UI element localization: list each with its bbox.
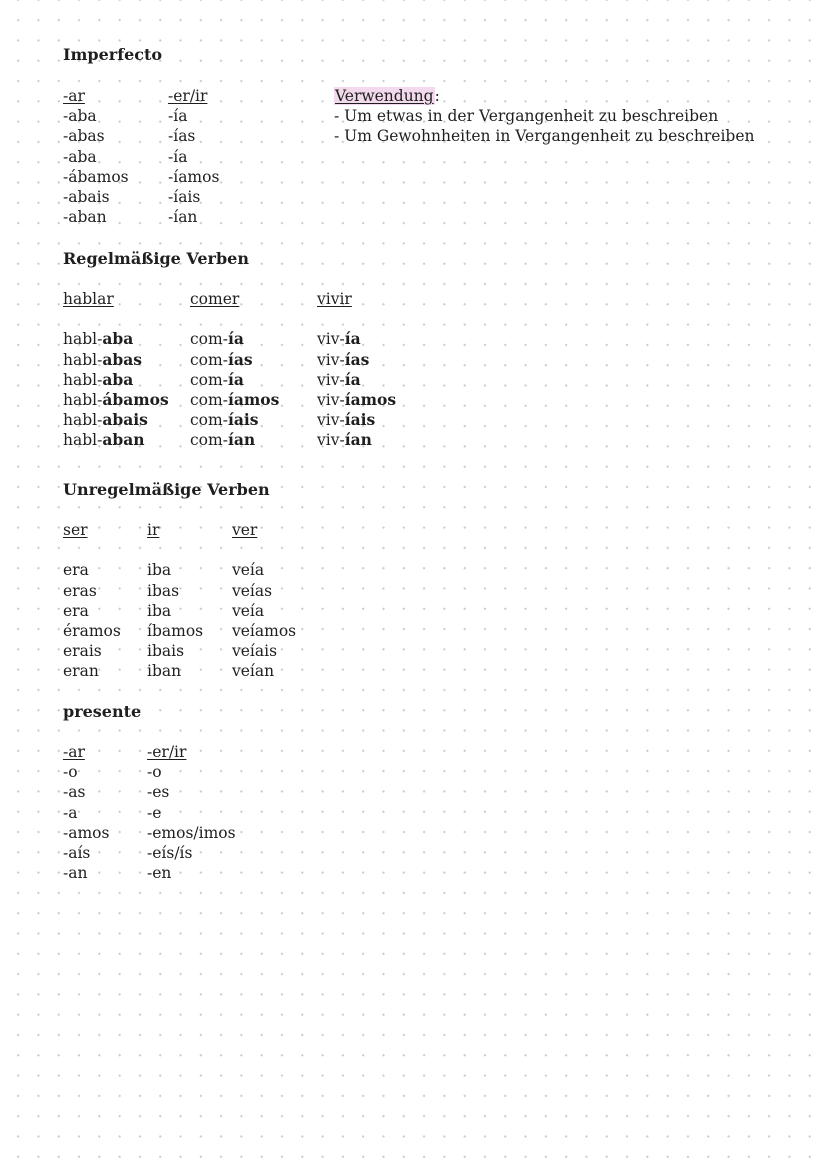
list-item: -ías [168,127,196,146]
presente-title: presente [63,702,142,721]
verb-stem: viv- [317,390,345,409]
verb-stem: habl- [63,330,103,349]
presente-ar-header: -ar [63,743,85,761]
list-item: iba [147,561,172,580]
presente-er-header: -er/ir [147,743,187,761]
conjugation-row [317,390,396,410]
list-item: -íais [168,187,201,206]
conjugation-row [317,350,396,370]
list-item: -abais [63,187,110,206]
conjugation-row [63,390,169,410]
list-item: íbamos [147,621,204,640]
conjugation-row [190,370,279,390]
verb-column-comer [190,289,279,451]
verb-header-vivir: vivir [317,290,352,308]
presente-ar-column [63,742,109,883]
list-item: iban [147,662,182,681]
conjugation-row [190,410,279,430]
list-item: ibais [147,642,185,661]
verb-ending: íais [227,410,259,430]
list-item: -emos/imos [147,823,236,842]
verb-ending: íamos [344,389,397,409]
list-item: ibas [147,581,180,600]
verb-header-comer: comer [190,290,240,308]
verb-stem: com- [190,431,228,450]
verb-ending: aban [102,430,145,450]
verb-stem: com- [190,370,228,389]
verb-header-ver: ver [232,521,258,539]
usage-label: Verwendung [335,87,434,105]
usage-note [334,86,755,147]
irregular-verbs-title: Unregelmäßige Verben [63,480,270,499]
list-item: -ábamos [63,167,129,186]
conjugation-row [317,430,396,450]
verb-header-hablar: hablar [63,290,114,308]
verb-stem: viv- [317,370,345,389]
verb-stem: com- [190,390,228,409]
list-item: veía [232,601,265,620]
verb-column-hablar [63,289,169,451]
imperfecto-er-column [168,86,219,227]
verb-stem: viv- [317,350,345,369]
verb-stem: habl- [63,411,103,430]
list-item: -o [63,763,78,782]
list-item: eras [63,581,97,600]
verb-ending: íamos [227,389,280,409]
list-item: -aban [63,208,107,227]
list-item: -aís [63,843,91,862]
conjugation-row [190,390,279,410]
list-item: veía [232,561,265,580]
list-item: -en [147,864,172,883]
list-item: veías [232,581,273,600]
conjugation-row [190,350,279,370]
imperfecto-er-header: -er/ir [168,87,208,105]
verb-stem: habl- [63,390,103,409]
verb-column-ser [63,520,121,682]
verb-stem: com- [190,350,228,369]
verb-ending: aba [102,329,134,349]
verb-stem: com- [190,330,228,349]
usage-line: - Um etwas in der Vergangenheit zu beschreiben [334,107,719,126]
conjugation-row [63,350,169,370]
list-item: -íamos [168,167,220,186]
verb-stem: habl- [63,431,103,450]
conjugation-row [63,329,169,349]
verb-stem: viv- [317,431,345,450]
conjugation-row [63,370,169,390]
conjugation-row [63,410,169,430]
verb-stem: viv- [317,411,345,430]
verb-ending: ía [227,329,244,349]
list-item: -aba [63,147,97,166]
list-item: -ía [168,147,188,166]
verb-stem: com- [190,411,228,430]
list-item: -ían [168,208,198,227]
verb-ending: abais [102,410,148,430]
imperfecto-title: Imperfecto [63,45,163,64]
list-item: erais [63,642,102,661]
list-item: veíais [232,642,278,661]
verb-stem: habl- [63,370,103,389]
regular-verbs-title: Regelmäßige Verben [63,249,249,268]
list-item: -aba [63,107,97,126]
list-item: era [63,601,89,620]
verb-ending: ías [227,349,253,369]
verb-ending: ían [227,430,256,450]
list-item: -amos [63,823,110,842]
verb-ending: ía [227,369,244,389]
imperfecto-ar-header: -ar [63,87,85,105]
list-item: -an [63,864,88,883]
verb-ending: íais [344,410,376,430]
verb-stem: viv- [317,330,345,349]
list-item: -as [63,783,86,802]
presente-er-column [147,742,236,883]
verb-ending: ías [344,349,370,369]
list-item: -o [147,763,162,782]
verb-ending: abas [102,349,142,369]
list-item: veían [232,662,275,681]
usage-colon: : [434,87,440,105]
conjugation-row [63,430,169,450]
verb-column-vivir [317,289,396,451]
conjugation-row [190,430,279,450]
verb-ending: aba [102,369,134,389]
list-item: -ía [168,107,188,126]
list-item: eran [63,662,99,681]
conjugation-row [317,410,396,430]
imperfecto-ar-column [63,86,129,227]
verb-column-ver [232,520,296,682]
verb-ending: ábamos [102,389,169,409]
list-item: -e [147,803,162,822]
list-item: -es [147,783,170,802]
list-item: -a [63,803,78,822]
conjugation-row [317,329,396,349]
list-item: -eís/ís [147,843,193,862]
verb-column-ir [147,520,203,682]
conjugation-row [190,329,279,349]
verb-header-ser: ser [63,521,88,539]
verb-stem: habl- [63,350,103,369]
verb-header-ir: ir [147,521,160,539]
conjugation-row [317,370,396,390]
list-item: veíamos [232,621,297,640]
verb-ending: ía [344,369,361,389]
list-item: éramos [63,621,121,640]
list-item: era [63,561,89,580]
list-item: iba [147,601,172,620]
list-item: -abas [63,127,105,146]
usage-line: - Um Gewohnheiten in Vergangenheit zu beschreiben [334,127,755,146]
verb-ending: ía [344,329,361,349]
verb-ending: ían [344,430,372,450]
